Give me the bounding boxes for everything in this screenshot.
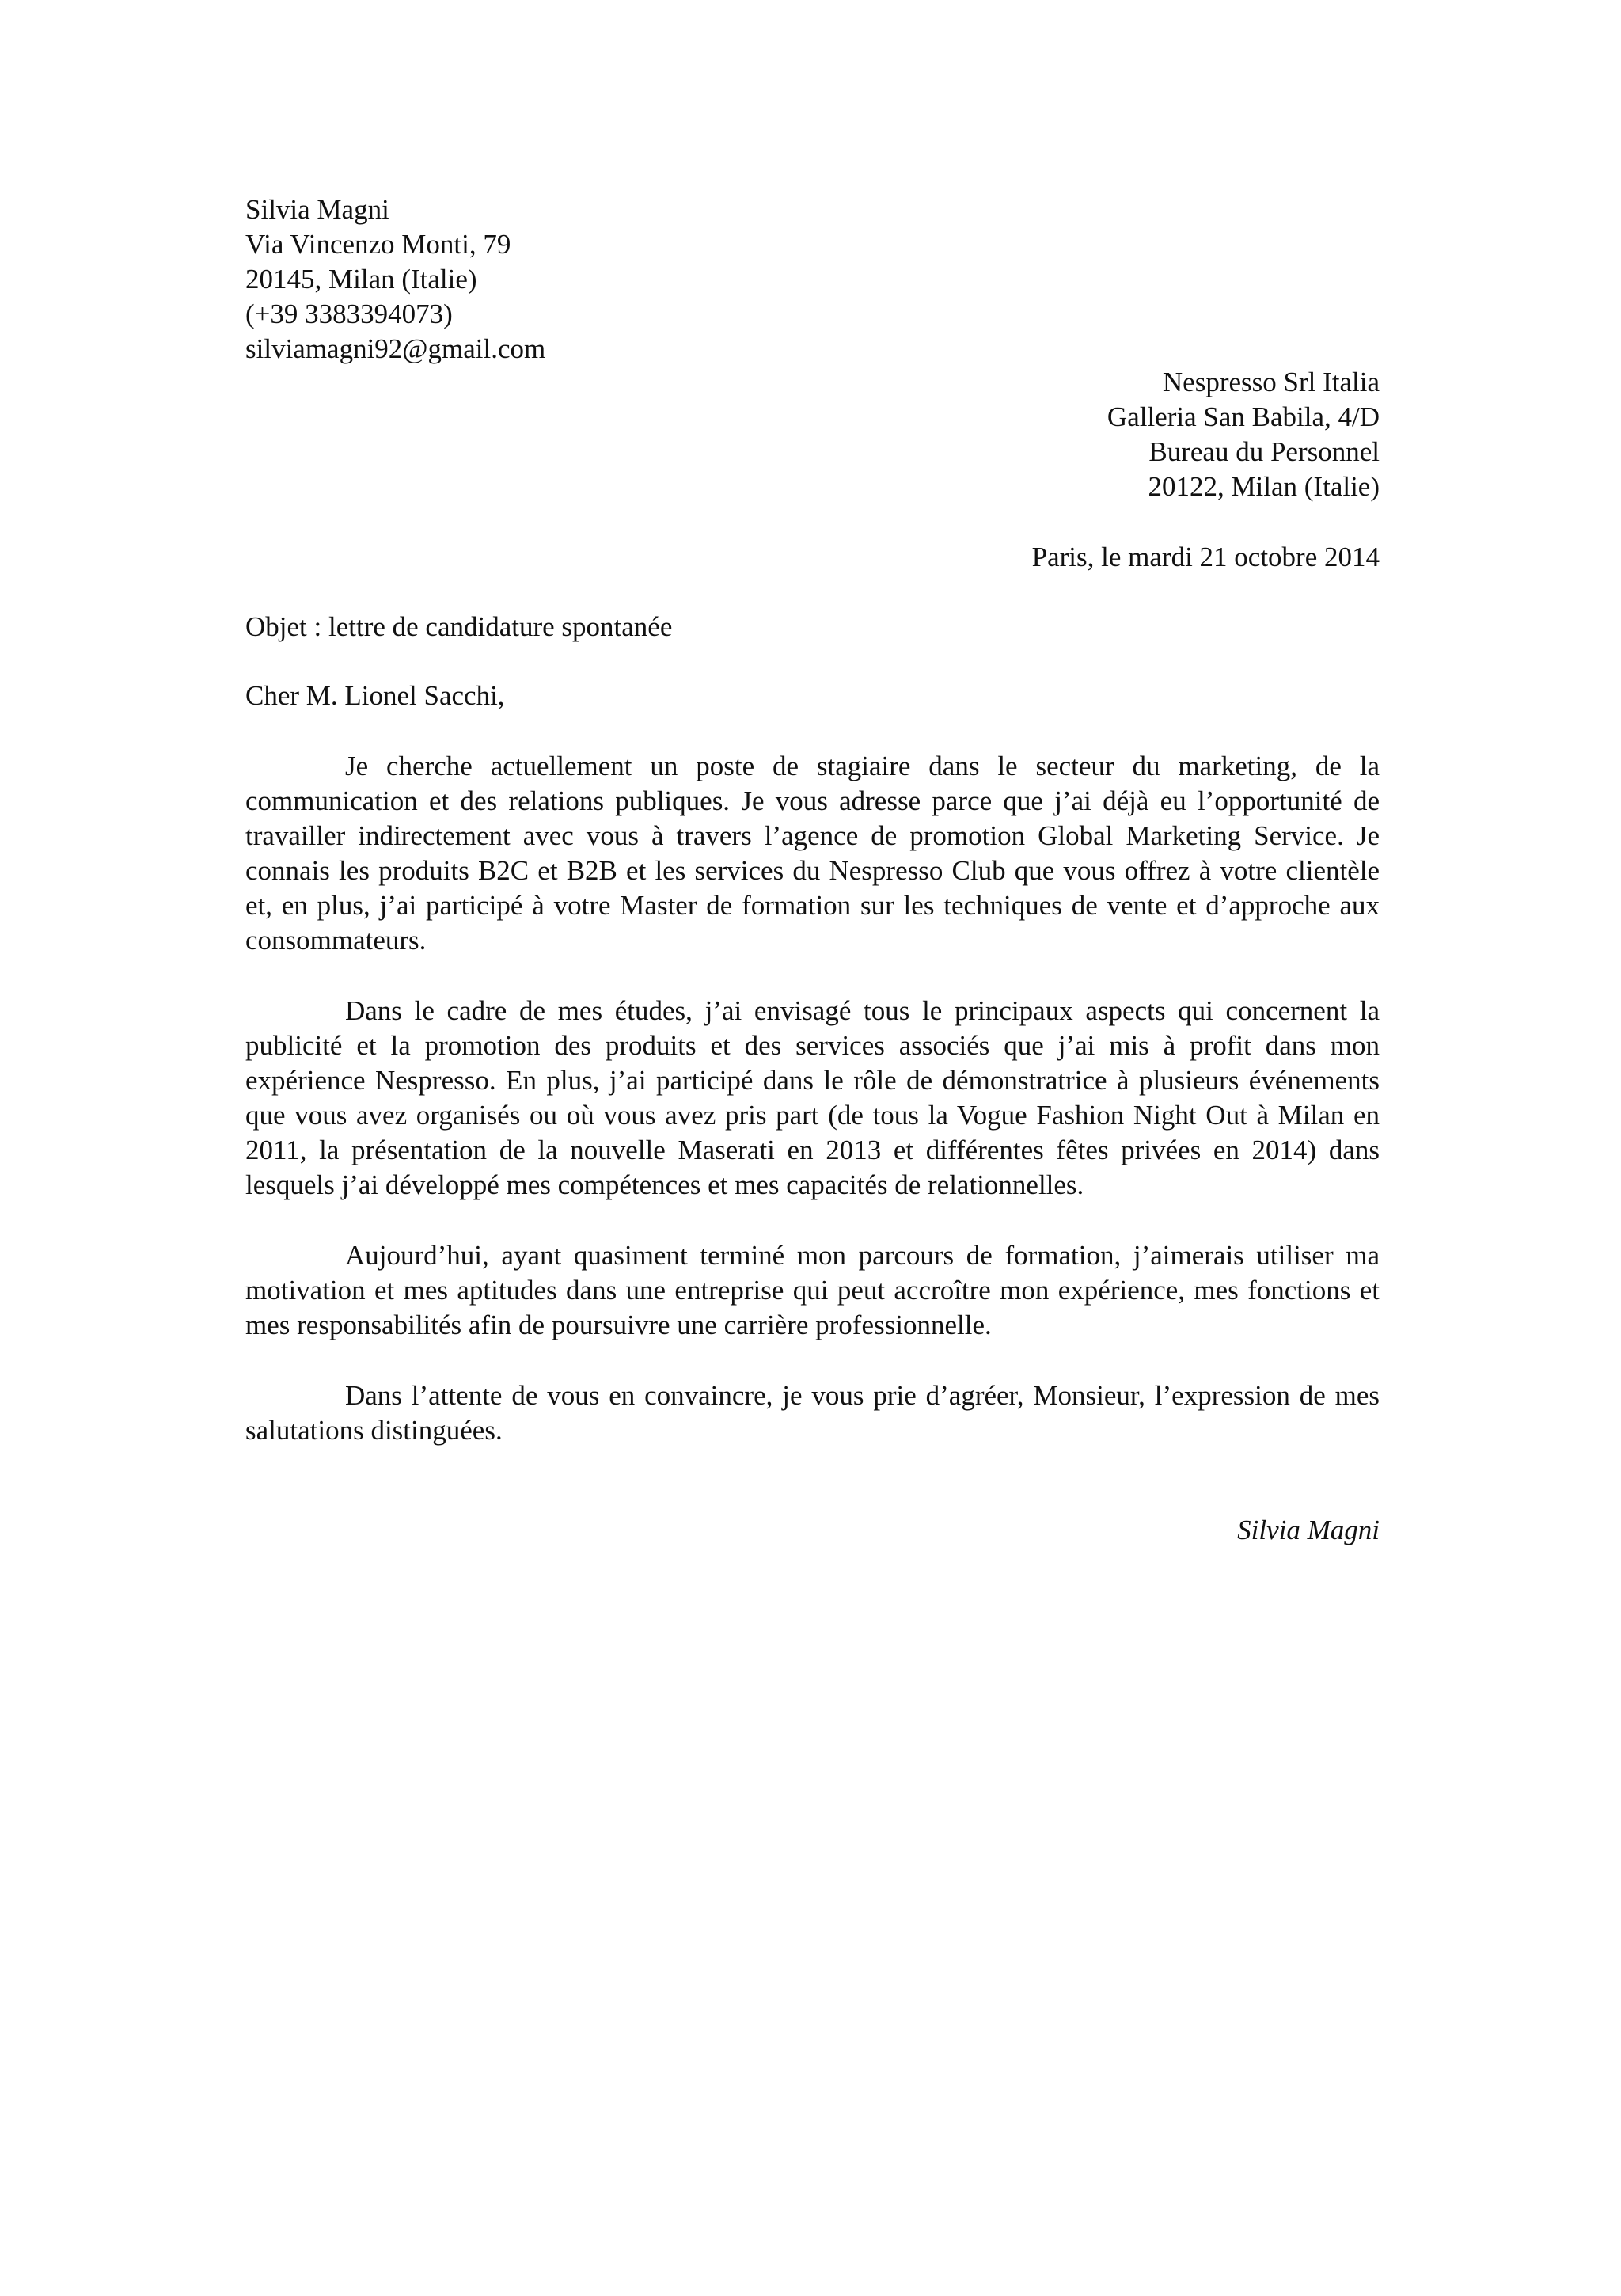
sender-city: 20145, Milan (Italie) (245, 264, 477, 295)
sender-email: silviamagni92@gmail.com (245, 333, 546, 364)
sender-name: Silvia Magni (245, 194, 389, 225)
body-paragraph-3: Aujourd’hui, ayant quasiment terminé mon parcours de formation, j’aimerais utiliser ma motivation et mes aptitudes dans une entreprise qui peut accroître mon expérience, mes fonctions et mes responsabilités afin de poursuivre une carrière professionnelle. (245, 1240, 1380, 1340)
letter-salutation: Cher M. Lionel Sacchi, (245, 680, 505, 711)
recipient-city: 20122, Milan (Italie) (1148, 471, 1380, 502)
recipient-street: Galleria San Babila, 4/D (1107, 401, 1380, 432)
letter-subject: Objet : lettre de candidature spontanée (245, 611, 673, 642)
sender-phone: (+39 3383394073) (245, 298, 453, 329)
letter-body (245, 749, 1380, 1484)
letter-signature: Silvia Magni (1237, 1515, 1380, 1545)
recipient-department: Bureau du Personnel (1148, 436, 1380, 467)
recipient-company: Nespresso Srl Italia (1162, 367, 1380, 397)
letter-date: Paris, le mardi 21 octobre 2014 (1031, 542, 1380, 572)
sender-street: Via Vincenzo Monti, 79 (245, 229, 511, 260)
body-paragraph-1: Je cherche actuellement un poste de stagiaire dans le secteur du marketing, de la communication et des relations publiques. Je vous adresse parce que j’ai déjà eu l’opportunité de travailler indirectement avec vous à travers l’agence de promotion Global Marketing Service. Je connais les produits B2C et B2B et les services du Nespresso Club que vous offrez à votre clientèle et, en plus, j’ai participé à votre Master de formation sur les techniques de vente et d’approche aux consommateurs. (245, 751, 1380, 956)
body-paragraph-4: Dans l’attente de vous en convaincre, je vous prie d’agréer, Monsieur, l’expression de mes salutations distinguées. (245, 1380, 1380, 1446)
body-paragraph-2: Dans le cadre de mes études, j’ai envisagé tous le principaux aspects qui concernent la publicité et la promotion des produits et des services associés que j’ai mis à profit dans mon expérience Nespresso. En plus, j’ai participé dans le rôle de démonstratrice à plusieurs événements que vous avez organisés ou où vous avez pris part (de tous la Vogue Fashion Night Out à Milan en 2011, la présentation de la nouvelle Maserati en 2013 et différentes fêtes privées en 2014) dans lesquels j’ai développé mes compétences et mes capacités de relationnelles. (245, 995, 1380, 1200)
recipient-address-block (667, 365, 1380, 504)
sender-address-block (245, 192, 958, 367)
